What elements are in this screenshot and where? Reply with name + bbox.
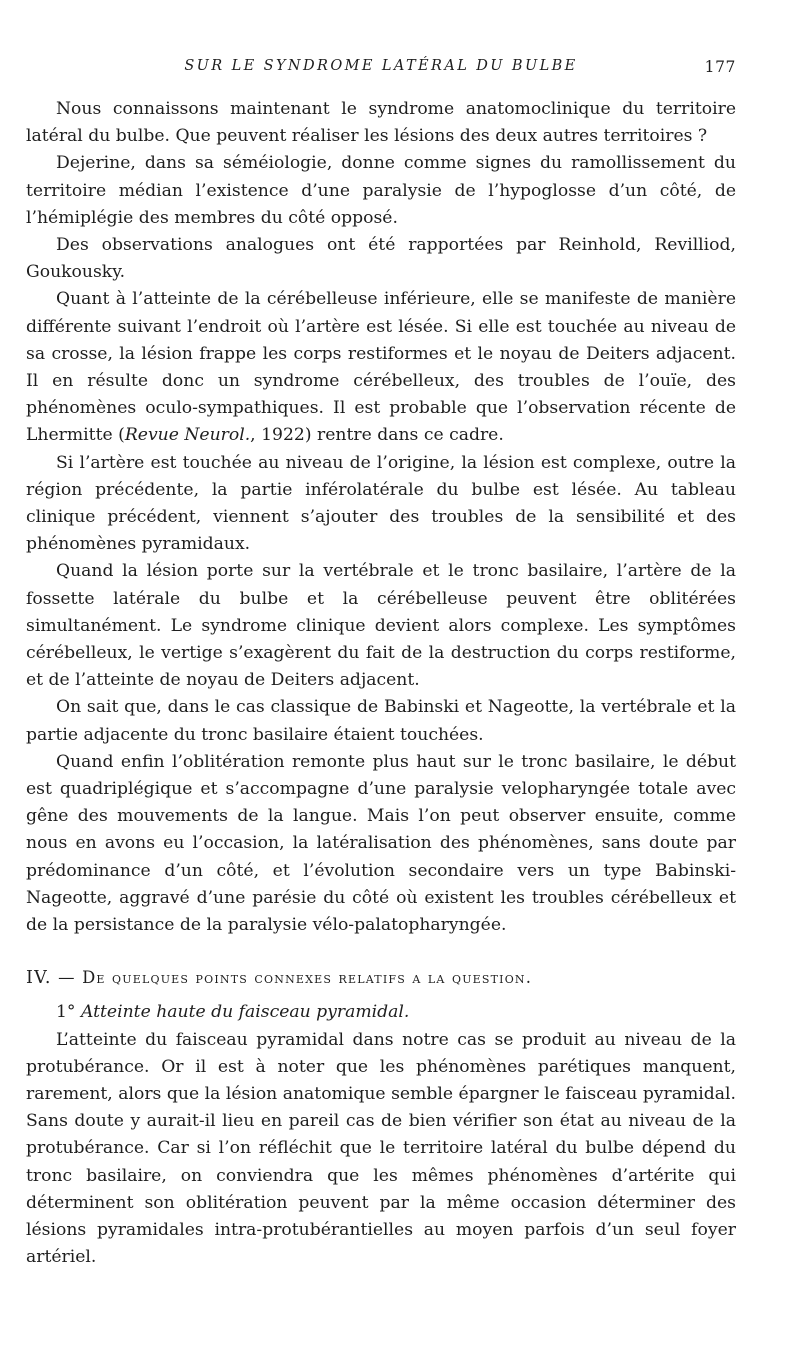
- body-text: [26, 96, 736, 1271]
- running-header: [26, 58, 736, 86]
- paragraph: L’atteinte du faisceau pyramidal dans notre cas se produit au niveau de la protubérance. Or il est à noter que les phénomènes parétiques manquent, rarement, alors que la lésion anatomique semble épargner le faisceau pyramidal. Sans doute y aurait-il lieu en pareil cas de bien vérifier son état au niveau de la protubérance. Car si l’on réfléchit que le territoire latéral du bulbe dépend du tronc basilaire, on conviendra que les mêmes phénomènes d’artérite qui déterminent son oblitération peuvent par la même occasion déterminer des lésions pyramidales intra-protubérantielles au moyen parfois d’un seul foyer artériel.: [26, 1029, 736, 1268]
- section-title: De quelques points connexes relatifs a la question.: [82, 968, 533, 988]
- journal-citation: Revue Neurol.: [124, 425, 251, 446]
- running-title: SUR LE SYNDROME LATÉRAL DU BULBE: [184, 58, 578, 74]
- paragraph: Si l’artère est touchée au niveau de l’origine, la lésion est complexe, outre la région précédente, la partie inférolatérale du bulbe est lésée. Au tableau clinique précédent, viennent s’ajouter des troubles de la sensibilité et des phénomènes pyramidaux.: [26, 452, 736, 555]
- subsection-number: 1°: [56, 1002, 76, 1023]
- page-number: 177: [704, 58, 736, 76]
- paragraph: Nous connaissons maintenant le syndrome anatomoclinique du territoire latéral du bulbe. Que peuvent réaliser les lésions des deux autres territoires ?: [26, 99, 736, 147]
- section-heading: [26, 965, 736, 991]
- paragraph: [26, 286, 736, 449]
- section-numeral: IV.: [26, 968, 52, 989]
- paragraph: Des observations analogues ont été rapportées par Reinhold, Revilliod, Goukousky.: [26, 235, 736, 283]
- book-page: [26, 58, 736, 1358]
- subsection-title: Atteinte haute du faisceau pyramidal.: [81, 1002, 410, 1023]
- subsection-heading: [26, 999, 736, 1026]
- paragraph: On sait que, dans le cas classique de Babinski et Nageotte, la vertébrale et la partie adjacente du tronc basilaire étaient touchées.: [26, 697, 736, 745]
- paragraph: Dejerine, dans sa séméiologie, donne comme signes du ramollissement du territoire médian l’existence d’une paralysie de l’hypoglosse d’un côté, de l’hémiplégie des membres du côté opposé.: [26, 153, 736, 228]
- paragraph-text: Quant à l’atteinte de la cérébelleuse inférieure, elle se manifeste de manière différente suivant l’endroit où l’artère est lésée. Si elle est touchée au niveau de sa crosse, la lésion frappe les corps restiformes et le noyau de Deiters adjacent. Il en résulte donc un syndrome cérébelleux, des troubles de l’ouïe, des phénomènes oculo-sympathiques. Il est probable que l’observation récente de Lhermitte (: [26, 289, 736, 446]
- paragraph: Quand enfin l’oblitération remonte plus haut sur le tronc basilaire, le début est quadriplégique et s’accompagne d’une paralysie velopharyngée totale avec gêne des mouvements de la langue. Mais l’on peut observer ensuite, comme nous en avons eu l’occasion, la latéralisation des phénomènes, sans doute par prédominance d’un côté, et l’évolution secondaire vers un type Babinski-Nageotte, aggravé d’une parésie du côté où existent les troubles cérébelleux et de la persistance de la paralysie vélo-palatopharyngée.: [26, 751, 736, 936]
- paragraph: Quand la lésion porte sur la vertébrale et le tronc basilaire, l’artère de la fossette latérale du bulbe et la cérébelleuse peuvent être oblitérées simultanément. Le syndrome clinique devient alors complexe. Les symptômes cérébelleux, le vertige s’exagèrent du fait de la destruction du corps restiforme, et de l’atteinte de noyau de Deiters adjacent.: [26, 561, 736, 691]
- section-dash: —: [51, 968, 83, 988]
- paragraph-text: , 1922) rentre dans ce cadre.: [250, 425, 504, 446]
